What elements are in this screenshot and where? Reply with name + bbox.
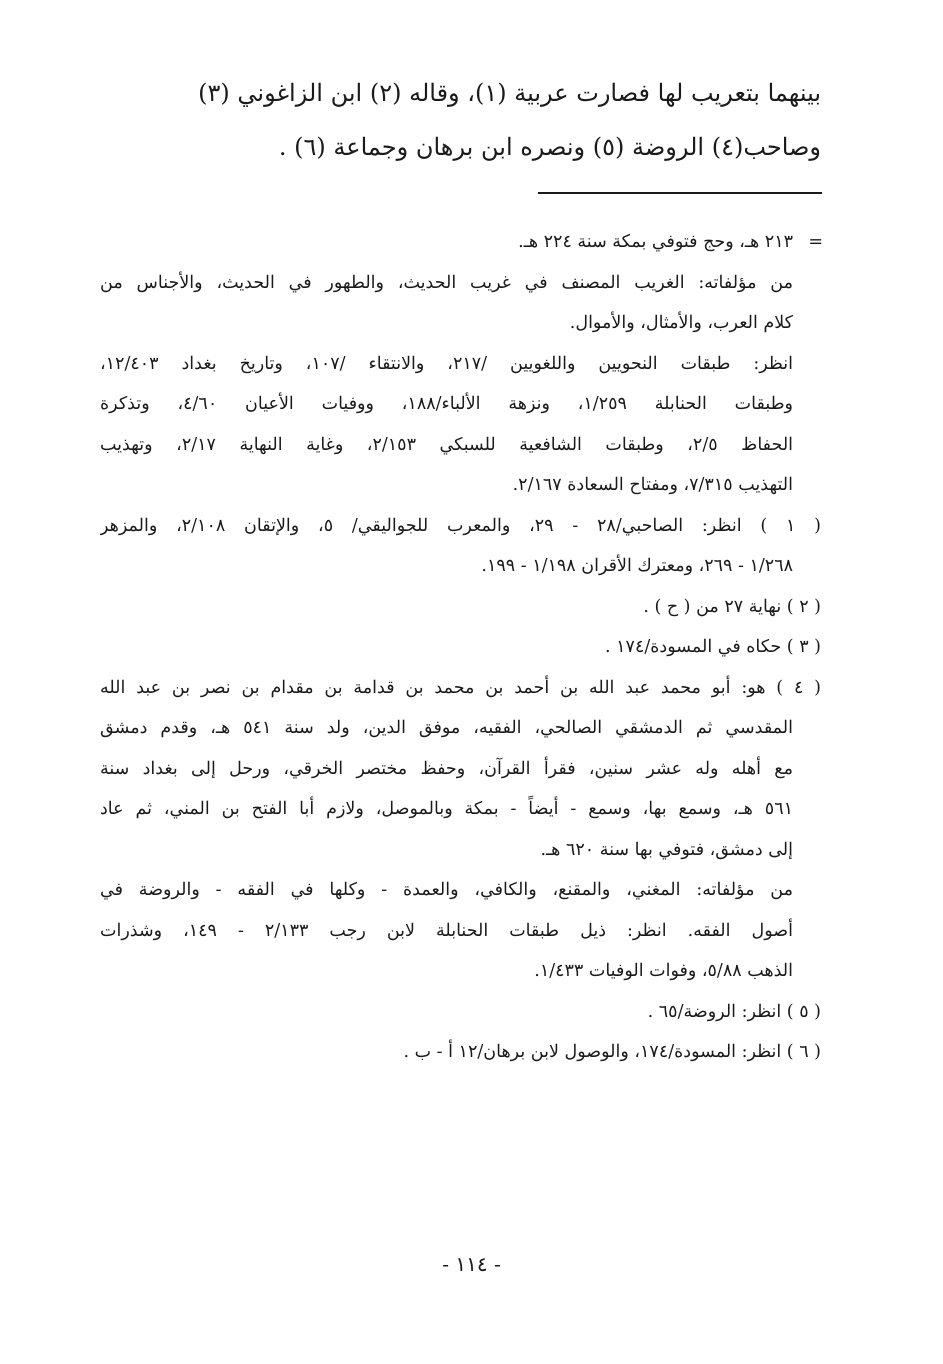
footnote-2: ( ٢ ) نهاية ٢٧ من ( ح ) .: [643, 596, 821, 617]
main-text-line-2: وصاحب(٤) الروضة (٥) ونصره ابن برهان وجماعة (٦) .: [278, 133, 821, 161]
footnote-6: ( ٦ ) انظر: المسودة/١٧٤، والوصول لابن برهان/١٢ أ - ب .: [403, 1042, 821, 1062]
footnote-line: المقدسي ثم الدمشقي الصالحي، الفقيه، موفق الدين، ولد سنة ٥٤١ هـ، وقدم دمشق: [100, 718, 793, 738]
footnote-line: ٢١٣ هـ، وحج فتوفي بمكة سنة ٢٢٤ هـ.: [518, 232, 793, 252]
footnote-line: انظر: طبقات النحويين واللغويين /٢١٧، والانتقاء /١٠٧، وتاريخ بغداد ١٢/٤٠٣،: [100, 353, 794, 374]
continuation-marker: =: [808, 232, 823, 252]
page-number: - ١١٤ -: [442, 1252, 501, 1276]
main-text-line-1: بينهما بتعريب لها فصارت عربية (١)، وقاله (٢) ابن الزاغوني (٣): [198, 79, 821, 107]
footnote-line: وطبقات الحنابلة ١/٢٥٩، ونزهة الألباء/١٨٨، ووفيات الأعيان ٤/٦٠، وتذكرة: [100, 394, 793, 414]
footnote-line: من مؤلفاته: المغني، والمقنع، والكافي، والعمدة - وكلها في الفقه - والروضة في: [100, 880, 793, 900]
footnotes: [100, 222, 821, 1073]
footnote-separator: [538, 192, 822, 194]
footnote-line: الحفاظ ٢/٥، وطبقات الشافعية للسبكي ٢/١٥٣، وغاية النهاية ٢/١٧، وتهذيب: [100, 434, 794, 455]
footnote-line: أصول الفقه. انظر: ذيل طبقات الحنابلة لابن رجب ٢/١٣٣ - ١٤٩، وشذرات: [100, 920, 793, 941]
footnote-line: الذهب ٥/٨٨، وفوات الوفيات ١/٤٣٣.: [534, 961, 793, 981]
footnote-5: ( ٥ ) انظر: الروضة/٦٥ .: [647, 1001, 821, 1022]
footnote-line: التهذيب ٧/٣١٥، ومفتاح السعادة ٢/١٦٧.: [512, 475, 793, 495]
footnote-line: مع أهله وله عشر سنين، فقرأ القرآن، وحفظ مختصر الخرقي، ورحل إلى بغداد سنة: [100, 758, 793, 779]
footnote-line: من مؤلفاته: الغريب المصنف في غريب الحديث، والطهور في الحديث، والأجناس من: [100, 272, 793, 293]
footnote-line: كلام العرب، والأمثال، والأموال.: [569, 313, 793, 333]
footnote-line: ١/٢٦٨ - ٢٦٩، ومعترك الأقران ١/١٩٨ - ١٩٩.: [481, 556, 793, 576]
main-text: [101, 66, 821, 174]
footnote-4: ( ٤ ) هو: أبو محمد عبد الله بن أحمد بن محمد بن قدامة بن مقدام بن نصر بن عبد الله: [100, 677, 821, 698]
footnote-line: إلى دمشق، فتوفي بها سنة ٦٢٠ هـ.: [540, 839, 793, 860]
footnote-line: ٥٦١ هـ، وسمع بها، وسمع - أيضاً - بمكة وبالموصل، ولازم أبا الفتح بن المني، ثم عاد: [100, 799, 793, 819]
footnote-3: ( ٣ ) حكاه في المسودة/١٧٤ .: [605, 637, 821, 657]
footnote-1: ( ١ ) انظر: الصاحبي/٢٨ - ٢٩، والمعرب للجواليقي/ ٥، والإتقان ٢/١٠٨، والمزهر: [100, 515, 821, 536]
